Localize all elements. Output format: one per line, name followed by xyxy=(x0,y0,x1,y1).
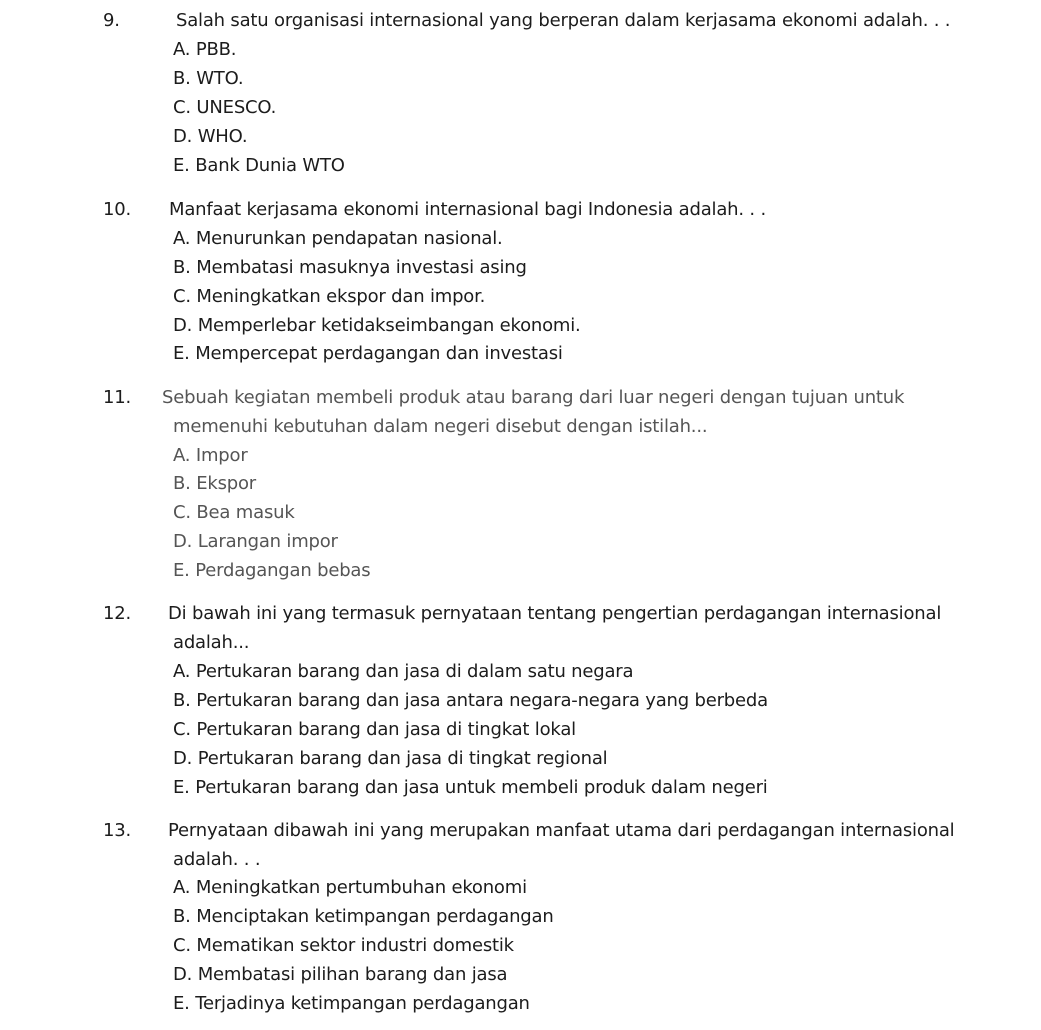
answer-option: E. Perdagangan bebas xyxy=(173,560,371,581)
question-text: Pernyataan dibawah ini yang merupakan manfaat utama dari perdagangan internasional xyxy=(168,820,955,841)
answer-option: D. Larangan impor xyxy=(173,531,338,552)
question-number: 13. xyxy=(103,820,132,841)
answer-option: D. Membatasi pilihan barang dan jasa xyxy=(173,964,508,985)
question-number: 12. xyxy=(103,603,132,624)
answer-option: A. PBB. xyxy=(173,39,237,60)
answer-option: C. Pertukaran barang dan jasa di tingkat lokal xyxy=(173,719,576,740)
answer-option: D. Memperlebar ketidakseimbangan ekonomi. xyxy=(173,315,581,336)
answer-option: C. Bea masuk xyxy=(173,502,295,523)
question-number: 10. xyxy=(103,199,132,220)
answer-option: C. Mematikan sektor industri domestik xyxy=(173,935,514,956)
answer-option: E. Pertukaran barang dan jasa untuk membeli produk dalam negeri xyxy=(173,777,768,798)
answer-option: C. Meningkatkan ekspor dan impor. xyxy=(173,286,486,307)
answer-option: E. Mempercepat perdagangan dan investasi xyxy=(173,343,563,364)
answer-option: A. Impor xyxy=(173,445,248,466)
answer-option: C. UNESCO. xyxy=(173,97,277,118)
answer-option: E. Terjadinya ketimpangan perdagangan xyxy=(173,993,530,1014)
answer-option: B. Menciptakan ketimpangan perdagangan xyxy=(173,906,554,927)
answer-option: A. Menurunkan pendapatan nasional. xyxy=(173,228,503,249)
answer-option: B. Ekspor xyxy=(173,473,257,494)
answer-option: D. WHO. xyxy=(173,126,248,147)
question-text-continued: adalah... xyxy=(173,632,250,653)
question-text-continued: memenuhi kebutuhan dalam negeri disebut dengan istilah... xyxy=(173,416,708,437)
question-text: Manfaat kerjasama ekonomi internasional bagi Indonesia adalah. . . xyxy=(169,199,766,220)
answer-option: A. Meningkatkan pertumbuhan ekonomi xyxy=(173,877,527,898)
question-number: 11. xyxy=(103,387,132,408)
answer-option: E. Bank Dunia WTO xyxy=(173,155,345,176)
answer-option: A. Pertukaran barang dan jasa di dalam satu negara xyxy=(173,661,634,682)
answer-option: D. Pertukaran barang dan jasa di tingkat regional xyxy=(173,748,608,769)
answer-option: B. Membatasi masuknya investasi asing xyxy=(173,257,527,278)
answer-option: B. Pertukaran barang dan jasa antara negara-negara yang berbeda xyxy=(173,690,768,711)
question-text: Sebuah kegiatan membeli produk atau barang dari luar negeri dengan tujuan untuk xyxy=(162,387,905,408)
question-text: Di bawah ini yang termasuk pernyataan tentang pengertian perdagangan internasional xyxy=(168,603,942,624)
question-number: 9. xyxy=(103,10,120,31)
question-text: Salah satu organisasi internasional yang berperan dalam kerjasama ekonomi adalah. . . xyxy=(176,10,951,31)
answer-option: B. WTO. xyxy=(173,68,244,89)
question-text-continued: adalah. . . xyxy=(173,849,261,870)
